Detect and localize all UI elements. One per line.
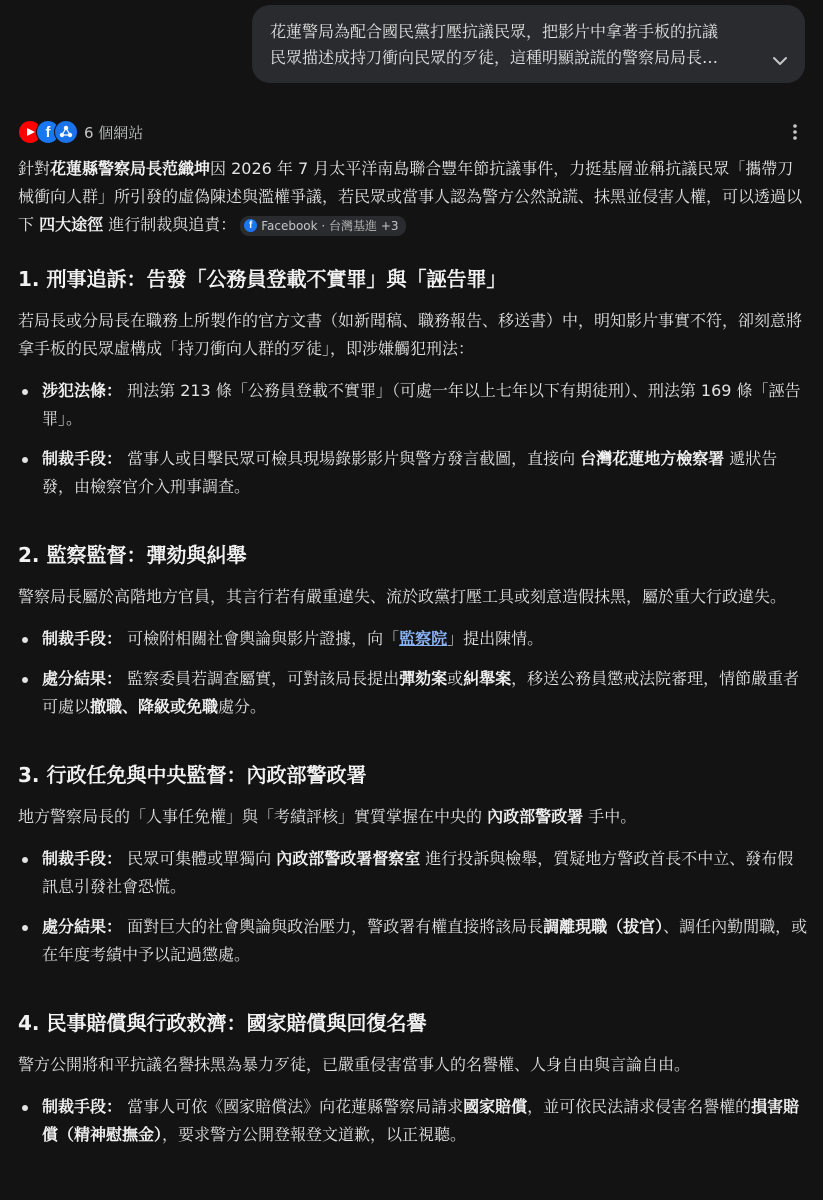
list-item: 處分結果： 監察委員若調查屬實，可對該局長提出彈劾案或糾舉案，移送公務員懲戒法院審理，情節嚴重者可處以撤職、降級或免職處分。 [18, 665, 808, 721]
response-content [18, 155, 808, 1149]
list-item: 制裁手段： 民眾可集體或單獨向 內政部警政署督察室 進行投訴與檢舉，質疑地方警政首長不中立、發布假訊息引發社會恐慌。 [18, 845, 808, 901]
user-message-bubble[interactable] [252, 5, 805, 83]
source-chip[interactable]: f Facebook · 台灣基進 +3 [240, 216, 405, 236]
section-heading: 3. 行政任免與中央監督：內政部警政署 [18, 763, 367, 787]
bullet-list [18, 1093, 808, 1149]
list-item: 涉犯法條： 刑法第 213 條「公務員登載不實罪」（可處一年以上七年以下有期徒刑）、刑法第 169 條「誣告罪」。 [18, 377, 808, 433]
section-paragraph: 警察局長屬於高階地方官員，其言行若有嚴重違失、流於政黨打壓工具或刻意造假抹黑，屬於重大行政違失。 [18, 587, 787, 606]
section-heading: 2. 監察監督：彈劾與糾舉 [18, 543, 247, 567]
section-paragraph: 若局長或分局長在職務上所製作的官方文書（如新聞稿、職務報告、移送書）中，明知影片事實不符，卻刻意將拿手板的民眾虛構成「持刀衝向人群的歹徒」，即涉嫌觸犯刑法： [18, 311, 803, 358]
bullet-list [18, 845, 808, 969]
user-message-line: 花蓮警局為配合國民黨打壓抗議民眾，把影片中拿著手板的抗議 [270, 22, 719, 41]
user-message-line: 民眾描述成持刀衝向民眾的歹徒，這種明顯說謊的警察局局長… [270, 48, 719, 67]
section-heading: 4. 民事賠償與行政救濟：國家賠償與回復名譽 [18, 1011, 427, 1035]
intro-paragraph: 針對花蓮縣警察局長范織坤因 2026 年 7 月太平洋南島聯合豐年節抗議事件，力挺基層並稱抗議民眾「攜帶刀械衝向人群」所引發的虛偽陳述與濫權爭議，若民眾或當事人認為警方公然說謊、抹黑並侵害人權，可以透過以下 四大途徑 進行制裁與追責： f Facebook · 台灣基進 +3 [18, 159, 803, 234]
list-item: 處分結果： 面對巨大的社會輿論與政治壓力，警政署有權直接將該局長調離現職（拔官）、調任內勤閒職，或在年度考績中予以記過懲處。 [18, 913, 808, 969]
sources-button[interactable] [18, 120, 143, 144]
bullet-list [18, 377, 808, 501]
facebook-icon: f [36, 120, 60, 144]
source-favicons [18, 120, 78, 144]
chevron-down-icon[interactable] [771, 55, 789, 67]
control-yuan-link[interactable]: 監察院 [399, 629, 448, 648]
list-item: 制裁手段： 可檢附相關社會輿論與影片證據，向「監察院」提出陳情。 [18, 625, 808, 653]
section-paragraph: 警方公開將和平抗議名譽抹黑為暴力歹徒，已嚴重侵害當事人的名譽權、人身自由與言論自由。 [18, 1055, 691, 1074]
sources-count: 6 個網站 [84, 123, 144, 142]
network-icon [54, 120, 78, 144]
facebook-icon: f [244, 219, 257, 232]
bullet-list [18, 625, 808, 721]
more-options-icon[interactable] [792, 123, 798, 141]
section-paragraph: 地方警察局長的「人事任免權」與「考績評核」實質掌握在中央的 內政部警政署 手中。 [18, 807, 637, 826]
section-heading: 1. 刑事追訴：告發「公務員登載不實罪」與「誣告罪」 [18, 267, 507, 291]
list-item: 制裁手段： 當事人或目擊民眾可檢具現場錄影影片與警方發言截圖，直接向 台灣花蓮地方檢察署 遞狀告發，由檢察官介入刑事調查。 [18, 445, 808, 501]
list-item: 制裁手段： 當事人可依《國家賠償法》向花蓮縣警察局請求國家賠償，並可依民法請求侵害名譽權的損害賠償（精神慰撫金），要求警方公開登報登文道歉，以正視聽。 [18, 1093, 808, 1149]
